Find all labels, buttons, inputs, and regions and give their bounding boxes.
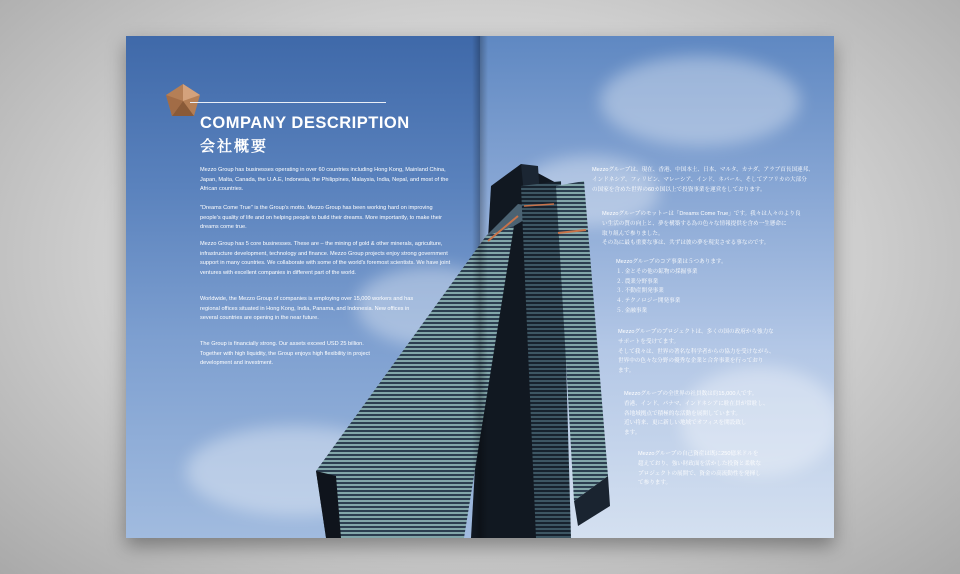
english-paragraph: Mezzo Group has 5 core businesses. These are – the mining of gold & other minerals, agriculture, infrastructure development, technology and finance. Mezzo Group projects enjoy strong government support in many countries. We collaborate with some of the world's foremost scientists. We have joint ventures with excellent companies in different part of the world. (200, 241, 451, 276)
spine-shadow (472, 36, 488, 538)
brochure-spread (126, 36, 834, 538)
japanese-paragraph: Mezzoグループのコア事業は５つあります。 １. 金とその他の鉱物の採掘事業 ２. 農業分野事業 ３. 不動産開発事業 ４. テクノロジー開発事業 ５. 金融事業 (616, 259, 727, 314)
english-paragraph: The Group is financially strong. Our assets exceed USD 25 billion. Together with high liquidity, the Group enjoys high flexibility in project development and investment. (200, 341, 370, 367)
heading-rule (190, 102, 386, 103)
english-paragraph: Worldwide, the Mezzo Group of companies is employing over 15,000 workers and has regional offices situated in Hong Kong, India, Panama, and Indonesia. New offices in several countries are opening in the near future. (200, 296, 414, 322)
diamond-logo-icon (166, 84, 200, 118)
japanese-paragraph: Mezzoグループのプロジェクトは、多くの国の政府から強力な サポートを受けてます。 そして我々は、世界の著名な科学者からの協力を受けながら、 世界中の色々な分野の優秀な企業と合弁事業を行っており ます。 (618, 329, 775, 375)
japanese-paragraph: Mezzoグループの自己資産は既に250億米ドルを 超えており、強い財政面を活かした投資と柔軟な プロジェクトの展開で、資金の高流動性を発揮し て参ります。 (638, 451, 762, 487)
japanese-paragraph: Mezzoグループの全世界の社員数は約15,000人です。 香港、インド、パナマ、インドネシアに駐在員が常駐し、 各地域拠点で積極的な活動を展開しています。 近い将来、更に新しい地域でオフィスを開設致し ます。 (624, 391, 769, 437)
page-subtitle: 会社概要 (200, 138, 269, 155)
english-paragraph: Mezzo Group has businesses operating in over 60 countries including Hong Kong, Mainland China, Japan, Malta, Canada, the U.A.E, Indonesia, the Philippines, Malaysia, India, Nepal, and most of the African countries. (200, 167, 449, 193)
japanese-paragraph: Mezzoグループは、現在、香港、中国本土、日本、マルタ、カナダ、アラブ首長国連邦、 インドネシア、フィリピン、マレーシア、インド、ネパール、そしてアフリカの大部分 の国家を含めた世界の60カ国以上で投資事業を運営をしております。 (592, 167, 814, 193)
page-title: COMPANY DESCRIPTION (200, 114, 410, 132)
english-paragraph: "Dreams Come True" is the Group's motto. Mezzo Group has been working hard on improving people's quality of life and on helping people to build their dreams. More importantly, to make their dreams come true. (200, 205, 442, 231)
japanese-paragraph: Mezzoグループのモットーは「Dreams Come True」です。我々は人々のより良 い生活の質の向上と、夢を構築する為の色々な情報提供を含め一生懸命に 取り組んで参りました。 その為に最も重要な事は、共ずは彼の夢を現実させる事なのです。 (602, 211, 801, 247)
